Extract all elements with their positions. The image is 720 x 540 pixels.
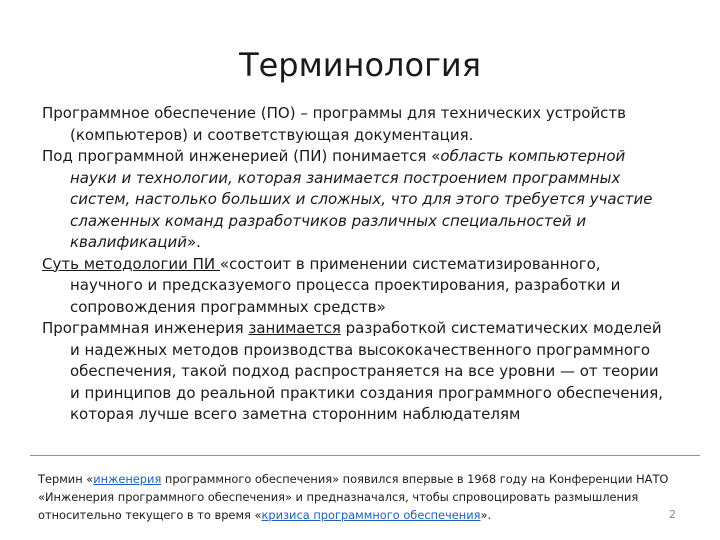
footnote-text: Термин « [38, 472, 94, 486]
footnote-text: ». [480, 508, 492, 522]
footnote [38, 470, 669, 524]
paragraph-text: «состоит в применении систематизированного, научного и предсказуемого процесса проектирования, разработки и сопровождения программных средств» [70, 254, 621, 316]
footer-divider [30, 455, 700, 456]
paragraph-italic-text: область компьютерной науки и технологии, которая занимается построением программных систем, настолько больших и сложных, что для этого требуется участие слаженных команд разработчиков различных специальностей и квалификаций [70, 147, 653, 251]
footnote-text: «Инженерия программного обеспечения» и предназначался, чтобы спровоцировать размышления [38, 490, 639, 504]
paragraph-engineering [42, 318, 672, 426]
link-engineering[interactable]: инженерия [93, 472, 162, 486]
paragraph-text: разработкой систематических моделей и надежных методов производства высококачественного программного обеспечения, такой подход распространяется на все уровни — от теории и принципов до реальной практики создания программного обеспечения, которая лучше всего заметна сторонним наблюдателям [70, 319, 664, 423]
footnote-line [38, 506, 660, 524]
paragraph-methodology [42, 254, 672, 319]
paragraph-text: Под программной инженерией (ПИ) понимается « [42, 147, 441, 165]
link-software-crisis[interactable]: кризиса программного обеспечения [261, 508, 481, 522]
paragraph-text: Программное обеспечение (ПО) – программы для технических устройств (компьютеров) и соответствующая документация. [42, 104, 627, 144]
footnote-line [38, 488, 660, 506]
paragraph-definition-po [42, 103, 672, 146]
underlined-text: Суть методологии ПИ [42, 254, 220, 273]
page-number: 2 [669, 508, 676, 521]
footnote-text: программного обеспечения» появился впервые в 1968 году на Конференции НАТО [161, 472, 669, 486]
slide-body [42, 103, 672, 426]
paragraph-text: Программная инженерия [42, 319, 249, 337]
paragraph-definition-pi [42, 146, 672, 254]
paragraph-text: ». [186, 233, 201, 251]
slide-title: Терминология [239, 46, 481, 84]
footnote-text: относительно текущего в то время « [38, 508, 262, 522]
underlined-text: занимается [248, 319, 341, 337]
footnote-line [38, 470, 669, 488]
